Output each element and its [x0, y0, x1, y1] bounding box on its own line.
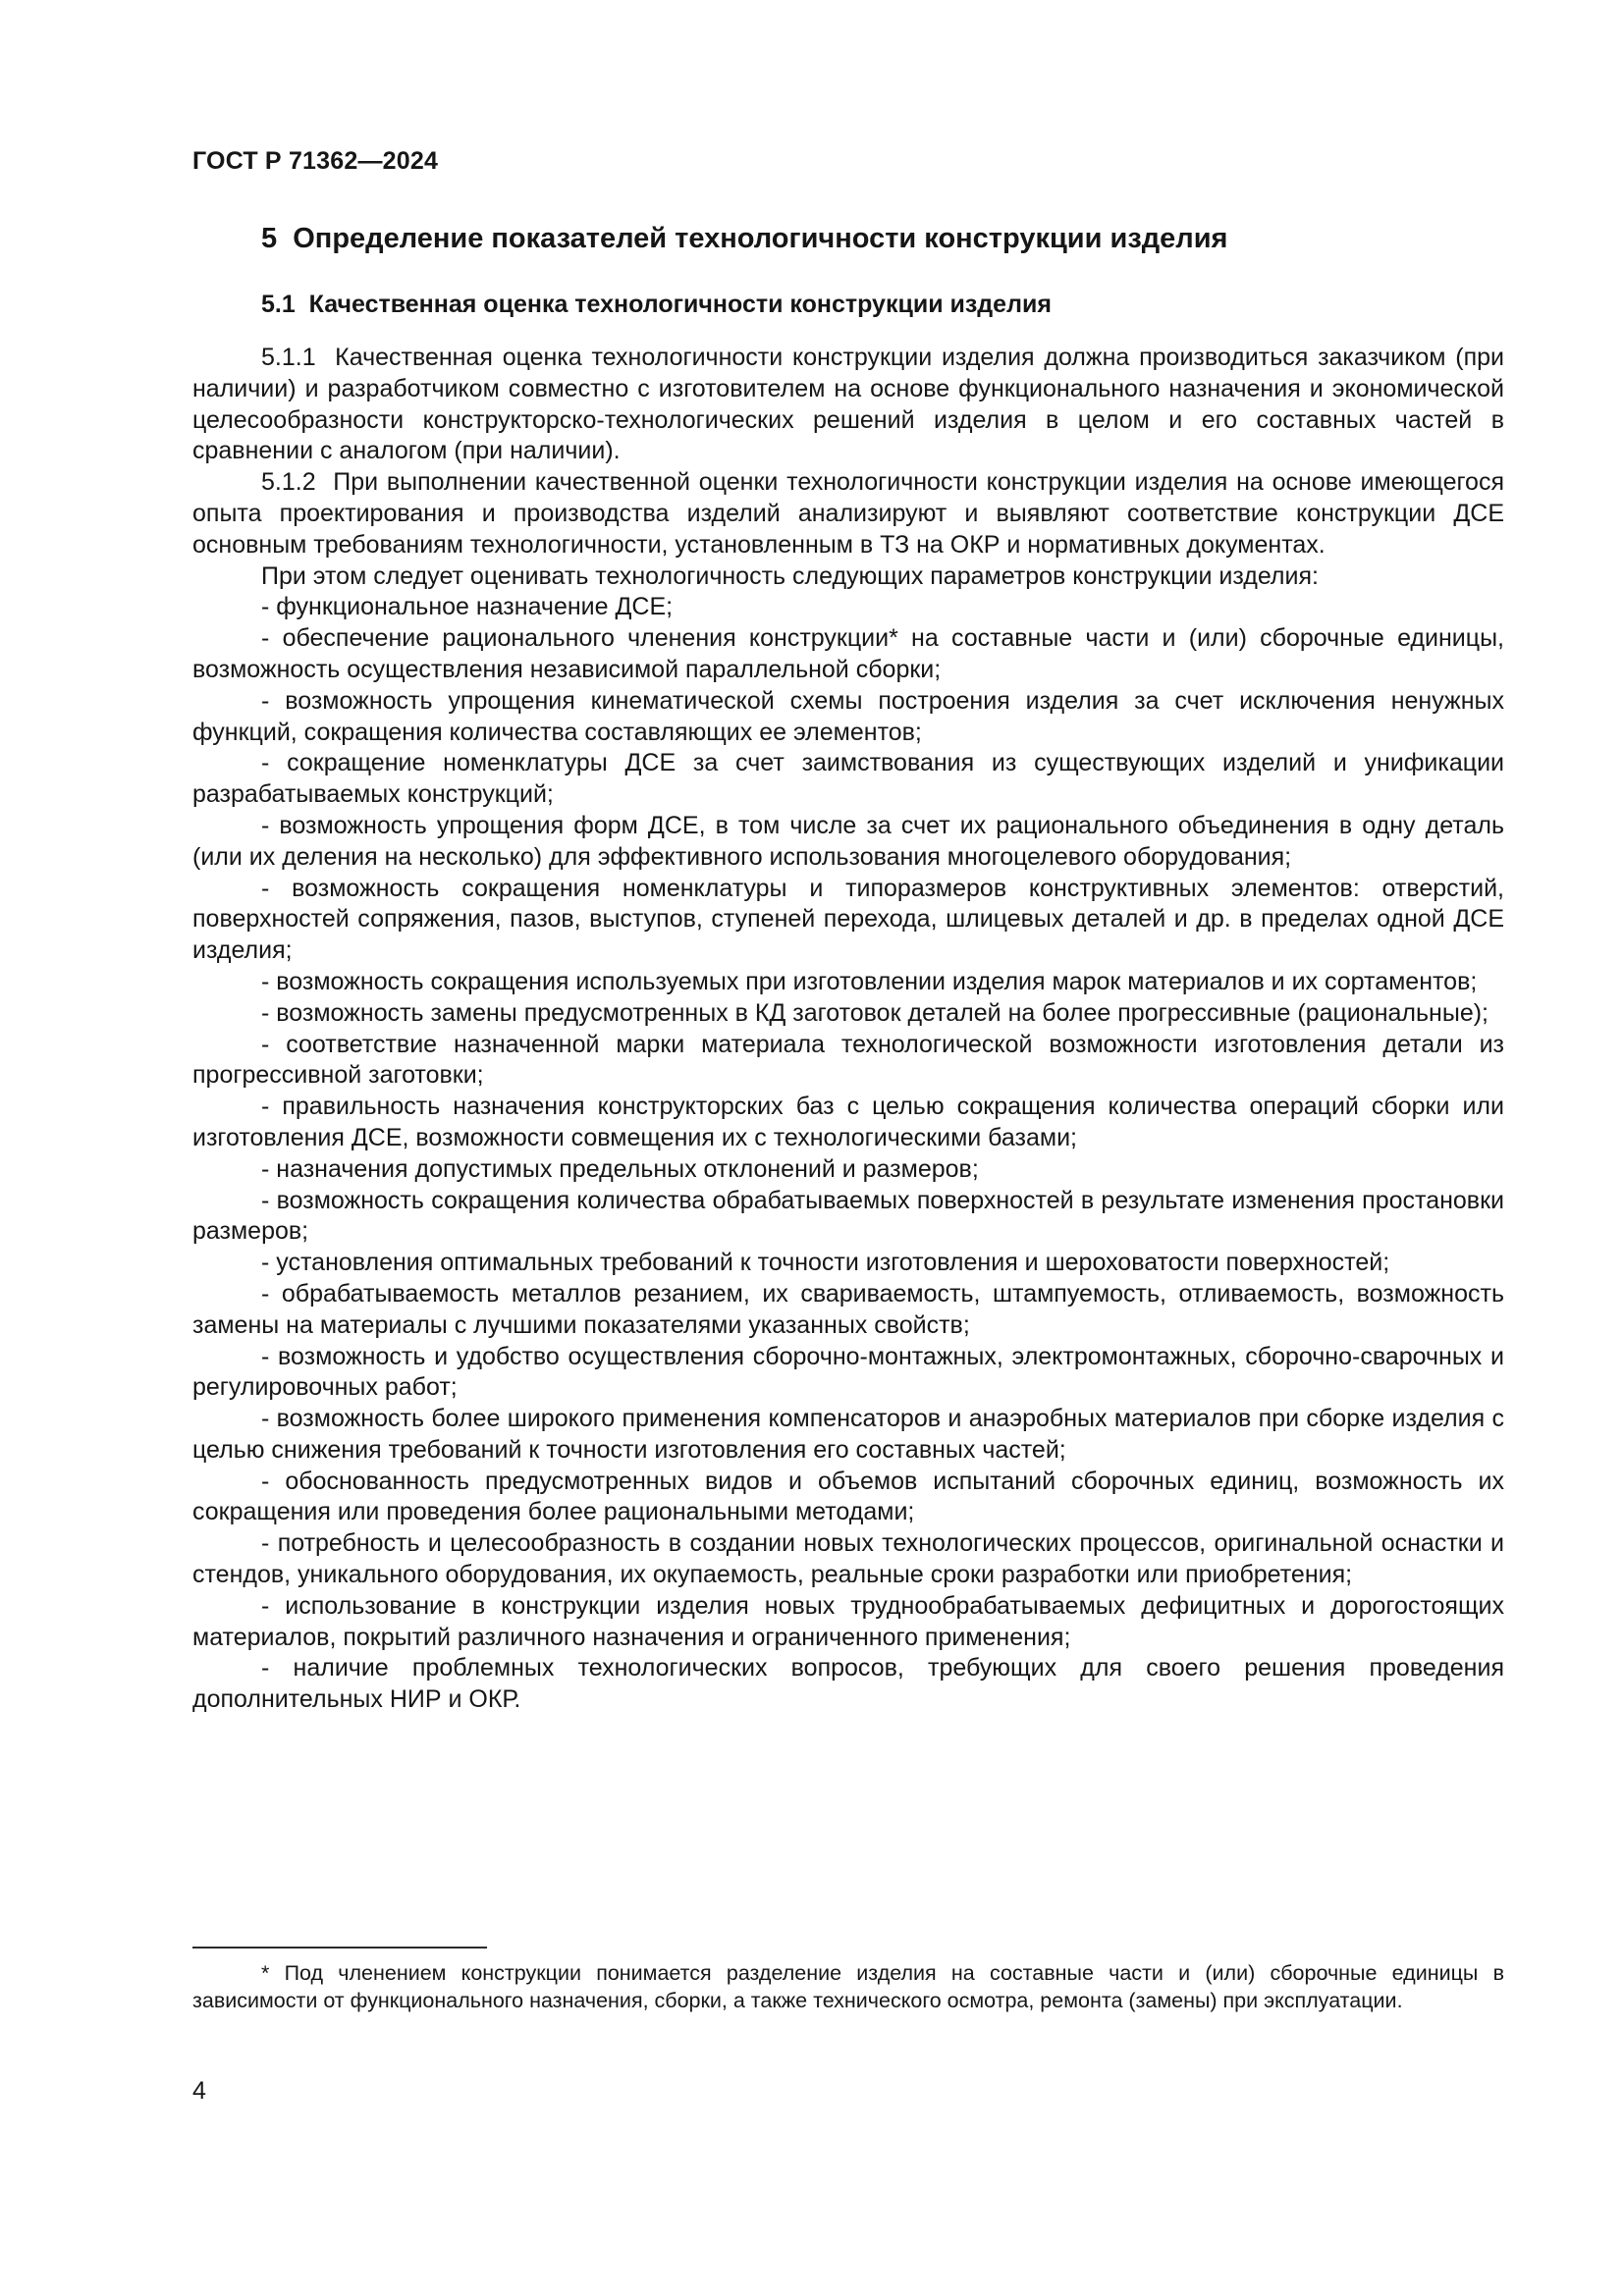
list-item: - функциональное назначение ДСЕ;: [261, 593, 674, 621]
page-number: 4: [192, 2077, 206, 2105]
list-item: - потребность и целесообразность в создании новых технологических процессов, оригинальной оснастки и стендов, уникального оборудования, их окупаемость, реальные сроки разработки или приобретения;: [192, 1529, 1504, 1589]
list-item: - правильность назначения конструкторских баз с целью сокращения количества операций сборки или изготовления ДСЕ, возможности совмещения их с технологическими базами;: [192, 1093, 1504, 1151]
footnote-text: * Под членением конструкции понимается разделение изделия на составные части и (или) сборочные единицы в зависимости от функционального назначения, сборки, а также технического осмотра, ремонта (замены) при эксплуатации.: [192, 1961, 1504, 2012]
list-item: - возможность упрощения кинематической схемы построения изделия за счет исключения ненужных функций, сокращения количества составляющих ее элементов;: [192, 686, 1504, 746]
list-item: - соответствие назначенной марки материала технологической возможности изготовления детали из прогрессивной заготовки;: [192, 1030, 1504, 1090]
footnote-divider: [192, 1947, 487, 1949]
list-item: - назначения допустимых предельных отклонений и размеров;: [261, 1154, 979, 1183]
subsection-title: 5.1 Качественная оценка технологичности конструкции изделия: [261, 291, 1052, 318]
list-item: - возможность более широкого применения компенсаторов и анаэробных материалов при сборке изделия с целью снижения требований к точности изготовления его составных частей;: [192, 1405, 1504, 1464]
list-item: - возможность сокращения количества обрабатываемых поверхностей в результате изменения простановки размеров;: [192, 1186, 1504, 1246]
list-item: - возможность сокращения используемых при изготовлении изделия марок материалов и их сортаментов;: [261, 967, 1478, 995]
doc-number: ГОСТ Р 71362—2024: [192, 147, 439, 175]
list-item: - возможность сокращения номенклатуры и типоразмеров конструктивных элементов: отверстий, поверхностей сопряжения, пазов, выступов, ступеней перехода, шлицевых деталей и др. в пределах одной ДСЕ изделия;: [192, 874, 1504, 965]
paragraph-5-1-1: 5.1.1 Качественная оценка технологичности конструкции изделия должна производиться заказчиком (при наличии) и разработчиком совместно с изготовителем на основе функционального назначения и экономической целесообразности конструкторско-технологических решений изделия в целом и его составных частей в сравнении с аналогом (при наличии).: [192, 344, 1504, 465]
list-item: - обрабатываемость металлов резанием, их свариваемость, штампуемость, отливаемость, возможность замены на материалы с лучшими показателями указанных свойств;: [192, 1279, 1504, 1339]
page-content: [192, 147, 1504, 1716]
list-item: - обоснованность предусмотренных видов и объемов испытаний сборочных единиц, возможность их сокращения или проведения более рациональными методами;: [192, 1467, 1504, 1526]
list-item: - возможность и удобство осуществления сборочно-монтажных, электромонтажных, сборочно-сварочных и регулировочных работ;: [192, 1342, 1504, 1402]
list-item: - установления оптимальных требований к точности изготовления и шероховатости поверхностей;: [261, 1249, 1390, 1277]
list-item: - использование в конструкции изделия новых труднообрабатываемых дефицитных и дорогостоящих материалов, покрытий различного назначения и ограниченного применения;: [192, 1591, 1504, 1651]
list-item: - обеспечение рационального членения конструкции* на составные части и (или) сборочные единицы, возможность осуществления независимой параллельной сборки;: [192, 624, 1504, 683]
footnote-block: [192, 1947, 1504, 2014]
list-item: - сокращение номенклатуры ДСЕ за счет заимствования из существующих изделий и унификации разрабатываемых конструкций;: [192, 749, 1504, 809]
paragraph-5-1-2: 5.1.2 При выполнении качественной оценки технологичности конструкции изделия на основе имеющегося опыта проектирования и производства изделий анализируют и выявляют соответствие конструкции ДСЕ основным требованиям технологичности, установленным в ТЗ на ОКР и нормативных документах.: [192, 468, 1504, 559]
list-item: - наличие проблемных технологических вопросов, требующих для своего решения проведения дополнительных НИР и ОКР.: [192, 1654, 1504, 1714]
list-item: - возможность замены предусмотренных в КД заготовок деталей на более прогрессивные (рациональные);: [261, 998, 1489, 1027]
list-intro: При этом следует оценивать технологичность следующих параметров конструкции изделия:: [261, 561, 1319, 590]
section-title: 5 Определение показателей технологичности конструкции изделия: [261, 223, 1228, 254]
list-item: - возможность упрощения форм ДСЕ, в том числе за счет их рационального объединения в одну деталь (или их деления на несколько) для эффективного использования многоцелевого оборудования;: [192, 811, 1504, 871]
body-text: [192, 343, 1504, 1716]
